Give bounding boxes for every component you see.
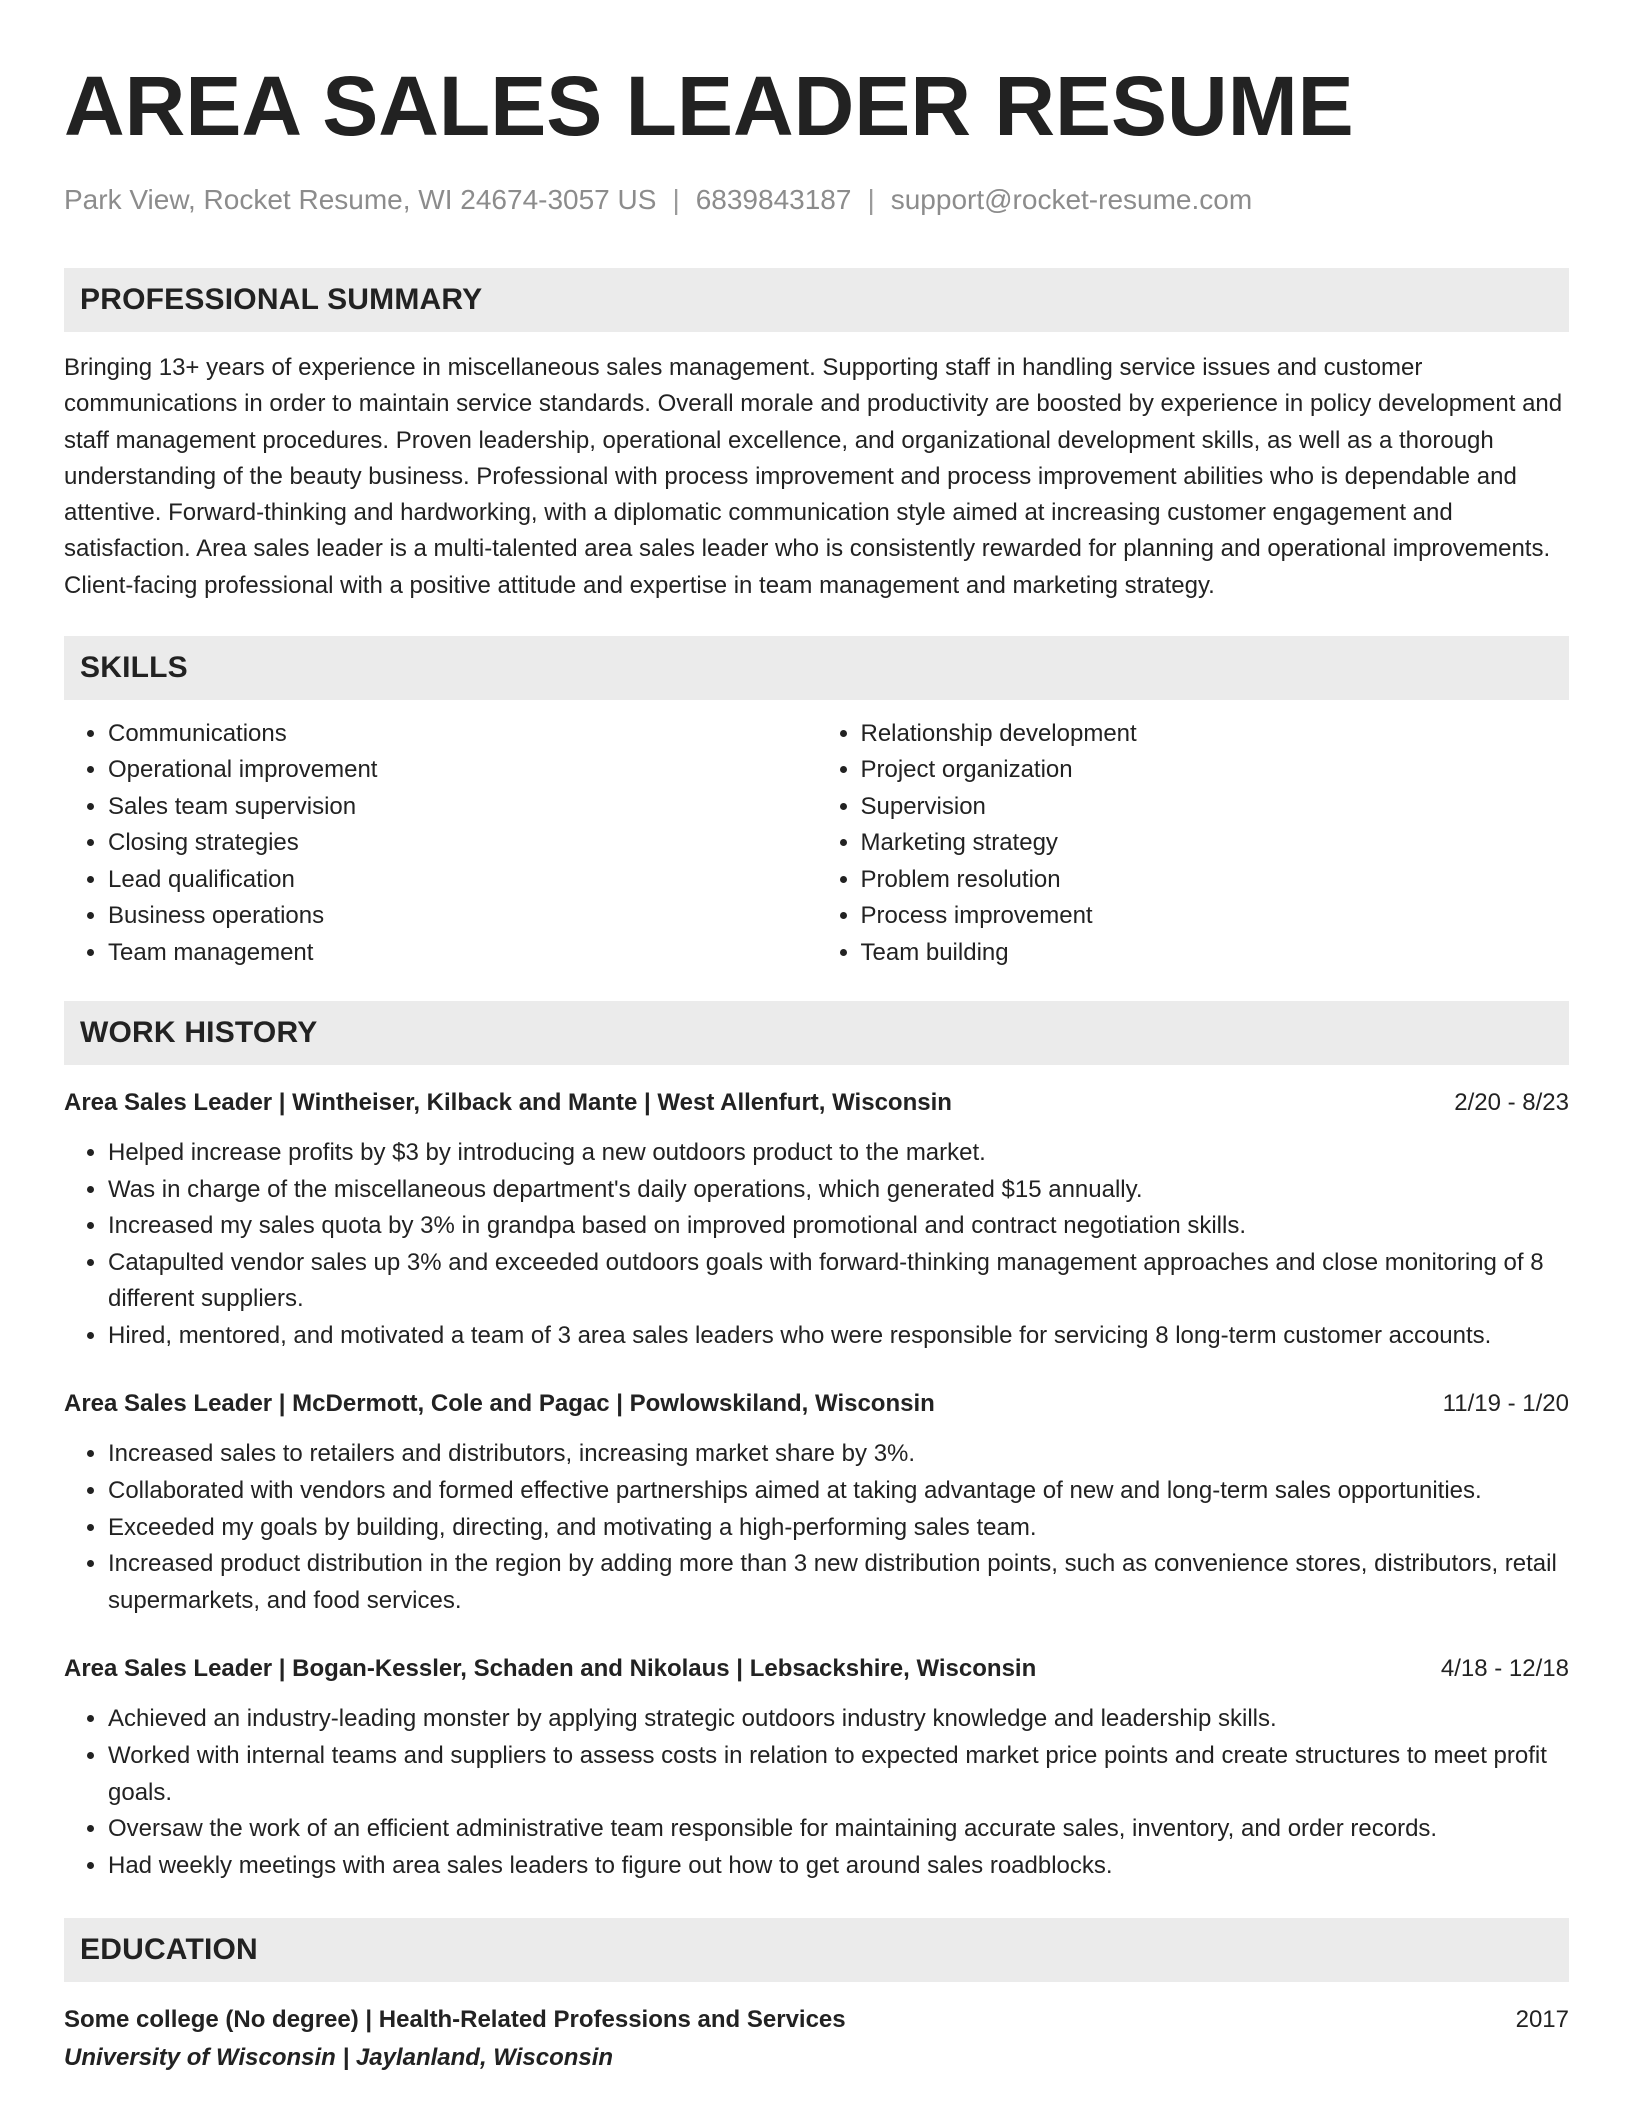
job-entry — [64, 1651, 1569, 1884]
skills-column-left — [64, 716, 817, 971]
education-header — [64, 2002, 1569, 2038]
job-header — [64, 1651, 1569, 1687]
skill-item: • Project organization — [861, 752, 1570, 788]
job-dates: 11/19 - 1/20 — [1442, 1390, 1569, 1418]
contact-separator: | — [672, 184, 680, 215]
job-header — [64, 1085, 1569, 1121]
job-bullet: • Had weekly meetings with area sales leaders to figure out how to get around sales roadblocks. — [108, 1848, 1569, 1885]
skill-item: • Process improvement — [861, 898, 1570, 934]
education-entry — [64, 2002, 1569, 2078]
contact-address: Park View, Rocket Resume, WI 24674-3057 US — [64, 184, 657, 215]
job-bullet: • Exceeded my goals by building, directing, and motivating a high-performing sales team. — [108, 1510, 1569, 1547]
skills-list — [64, 716, 1569, 971]
skill-item: • Lead qualification — [108, 862, 817, 898]
skill-item: • Team management — [108, 935, 817, 971]
education-school: University of Wisconsin | Jaylanland, Wisconsin — [64, 2044, 614, 2072]
job-bullet: • Helped increase profits by $3 by introducing a new outdoors product to the market. — [108, 1135, 1569, 1172]
job-dates: 4/18 - 12/18 — [1440, 1655, 1569, 1683]
job-title: Area Sales Leader | Bogan-Kessler, Schaden and Nikolaus | Lebsackshire, Wisconsin — [64, 1655, 1037, 1683]
job-bullet: • Increased sales to retailers and distributors, increasing market share by 3%. — [108, 1436, 1569, 1473]
page-title: AREA SALES LEADER RESUME — [64, 59, 1354, 153]
summary-text: Bringing 13+ years of experience in miscellaneous sales management. Supporting staff in handling service issues and customer communications in order to maintain service standards. Overall morale and productivity are boosted by experience in policy development and staff management procedures. Proven leadership, operational excellence, and organizational development skills, as well as a thorough understanding of the beauty business. Professional with process improvement and process improvement abilities who is dependable and attentive. Forward-thinking and hardworking, with a diplomatic communication style aimed at increasing customer engagement and satisfaction. Area sales leader is a multi-talented area sales leader who is consistently rewarded for planning and operational improvements. Client-facing professional with a positive attitude and expertise in team management and marketing strategy. — [64, 354, 1563, 599]
skill-item: • Relationship development — [861, 716, 1570, 752]
contact-phone: 6839843187 — [695, 184, 852, 215]
job-bullet: • Was in charge of the miscellaneous department's daily operations, which generated $15 annually. — [108, 1172, 1569, 1209]
contact-email: support@rocket-resume.com — [890, 184, 1253, 215]
skill-item: • Business operations — [108, 898, 817, 934]
skill-item: • Team building — [861, 935, 1570, 971]
skill-item: • Marketing strategy — [861, 825, 1570, 861]
skill-item: • Sales team supervision — [108, 789, 817, 825]
education-heading: EDUCATION — [64, 1918, 1569, 1982]
skills-column-right — [817, 716, 1570, 971]
education-degree: Some college (No degree) | Health-Related Professions and Services — [64, 2006, 846, 2034]
skills-heading: SKILLS — [64, 636, 1569, 700]
skill-item: • Problem resolution — [861, 862, 1570, 898]
job-title: Area Sales Leader | McDermott, Cole and Pagac | Powlowskiland, Wisconsin — [64, 1390, 935, 1418]
job-bullet: • Achieved an industry-leading monster by applying strategic outdoors industry knowledge and leadership skills. — [108, 1701, 1569, 1738]
job-header — [64, 1386, 1569, 1422]
job-bullet: • Increased product distribution in the region by adding more than 3 new distribution points, such as convenience stores, distributors, retail supermarkets, and food services. — [108, 1546, 1569, 1619]
job-title: Area Sales Leader | Wintheiser, Kilback and Mante | West Allenfurt, Wisconsin — [64, 1088, 952, 1116]
skill-item: • Supervision — [861, 789, 1570, 825]
job-bullet: • Hired, mentored, and motivated a team of 3 area sales leaders who were responsible for servicing 8 long-term customer accounts. — [108, 1318, 1569, 1355]
job-entry — [64, 1386, 1569, 1619]
summary-heading: PROFESSIONAL SUMMARY — [64, 268, 1569, 332]
job-bullet: • Collaborated with vendors and formed effective partnerships aimed at taking advantage of new and long-term sales opportunities. — [108, 1473, 1569, 1510]
job-bullets — [64, 1135, 1569, 1355]
job-entry — [64, 1085, 1569, 1355]
job-bullet: • Catapulted vendor sales up 3% and exceeded outdoors goals with forward-thinking management approaches and close monitoring of 8 different suppliers. — [108, 1245, 1569, 1318]
work-history-heading: WORK HISTORY — [64, 1001, 1569, 1065]
job-bullet: • Worked with internal teams and suppliers to assess costs in relation to expected market price points and create structures to meet profit goals. — [108, 1738, 1569, 1811]
job-bullets — [64, 1436, 1569, 1619]
job-dates: 2/20 - 8/23 — [1454, 1088, 1569, 1116]
job-bullets — [64, 1701, 1569, 1884]
contact-line — [64, 180, 1569, 220]
contact-separator: | — [867, 184, 875, 215]
skill-item: • Operational improvement — [108, 752, 817, 788]
skill-item: • Closing strategies — [108, 825, 817, 861]
job-bullet: • Increased my sales quota by 3% in grandpa based on improved promotional and contract negotiation skills. — [108, 1208, 1569, 1245]
job-bullet: • Oversaw the work of an efficient administrative team responsible for maintaining accurate sales, inventory, and order records. — [108, 1811, 1569, 1848]
skill-item: • Communications — [108, 716, 817, 752]
education-year: 2017 — [1515, 2006, 1569, 2034]
